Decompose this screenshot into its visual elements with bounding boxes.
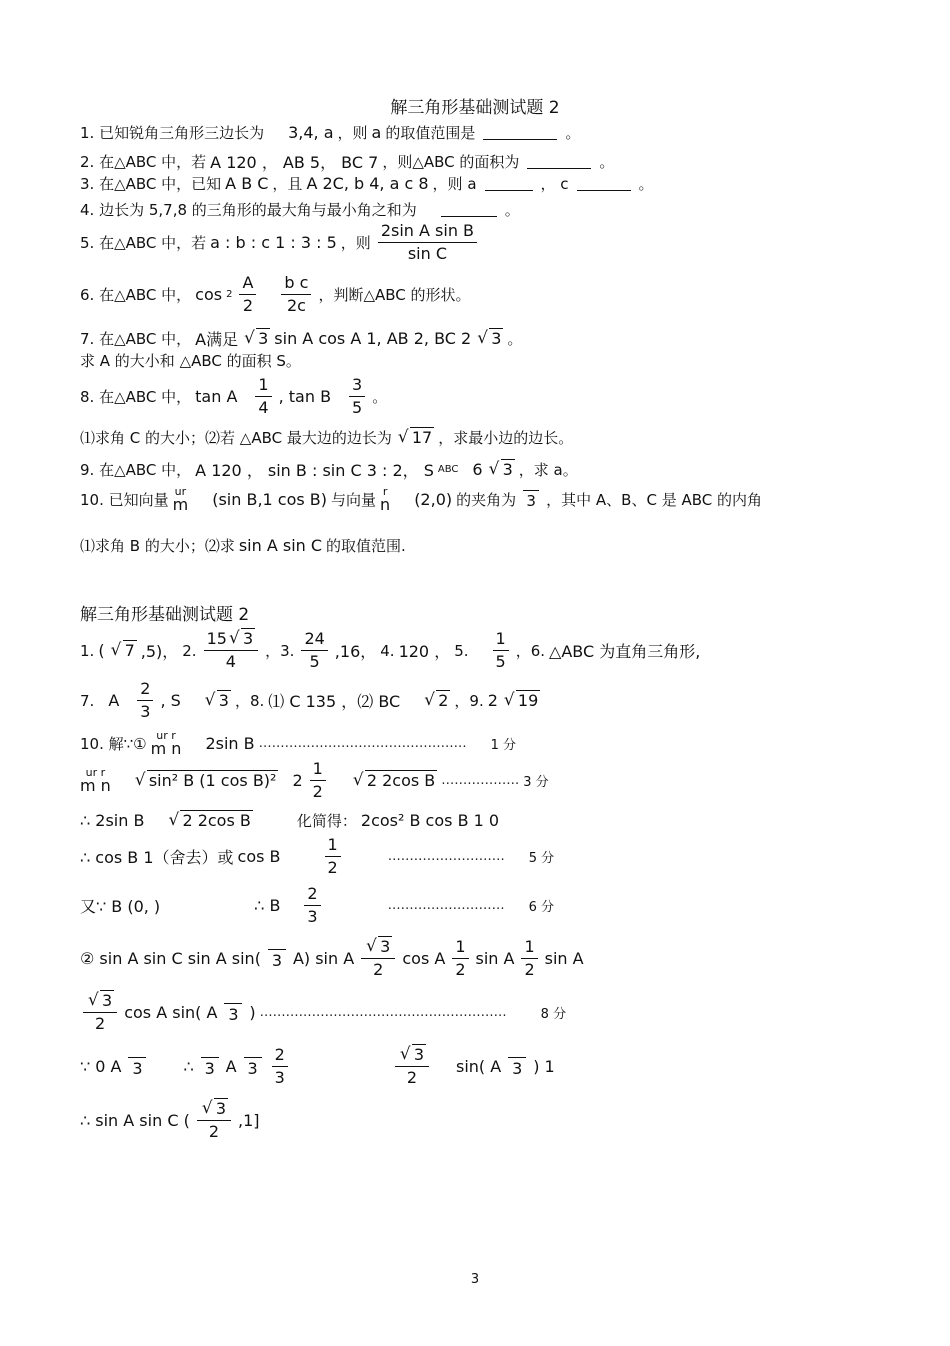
q8-frac1 <box>255 376 271 418</box>
q3-sep: ， c <box>540 175 569 193</box>
a10-frac3 <box>244 1055 262 1078</box>
q7-root2 <box>477 329 503 348</box>
question-2 <box>80 150 890 173</box>
answers-line-9 <box>80 992 890 1034</box>
q10-n: n <box>380 495 391 514</box>
q6-suffix: ，判断△ABC 的形状。 <box>318 286 471 305</box>
q5-denominator: sin C <box>407 244 447 264</box>
a11-frac-num <box>197 1100 231 1121</box>
a5-root <box>168 811 252 830</box>
a1-label: 1. <box>80 641 95 660</box>
q8-frac2 <box>349 376 365 418</box>
answers-line-11 <box>80 1100 890 1142</box>
question-6 <box>80 274 890 316</box>
a4-vec-arrow: ur r <box>85 766 106 780</box>
a6-text: ∴ cos B 1（舍去）或 <box>80 848 234 868</box>
q8-frac2-num: 3 <box>349 376 365 397</box>
a7-frac-den: 3 <box>307 907 318 927</box>
q1-sides: 3,4, a <box>288 123 334 142</box>
a8-t1: ② sin A sin C sin A sin( <box>80 949 261 969</box>
q8-frac1-den: 4 <box>258 398 269 418</box>
a2-label7: 7. <box>80 691 95 710</box>
answers-line-6 <box>80 836 890 878</box>
a5-mid: 化简得： <box>296 812 357 830</box>
q10-nval: (2,0) <box>414 490 453 509</box>
a2-root7-value: 3 <box>218 691 229 711</box>
a4-score: 3 分 <box>523 775 549 791</box>
a7-score: 6 分 <box>528 900 555 916</box>
a2-root9-value: 19 <box>517 691 539 711</box>
a1-n2-root <box>229 630 255 648</box>
page-number: 3 <box>470 1272 480 1287</box>
q7-root2-value: 3 <box>491 329 502 348</box>
q6-cos: cos <box>195 285 223 305</box>
a1-v6: △ABC 为直角三角形, <box>549 642 701 662</box>
a6-dots: ……………………… <box>387 849 505 865</box>
a8-frac2-den: 2 <box>373 960 384 980</box>
page-title: 解三角形基础测试题 2 <box>390 98 560 118</box>
a9-t1: cos A sin( A <box>124 1003 218 1023</box>
a9-frac1-num <box>83 992 117 1013</box>
a7-text: 又∵ B (0, ) <box>80 897 161 917</box>
a3-vec: m n <box>150 739 182 758</box>
q2-end: 。 <box>599 153 615 171</box>
answers-line-1 <box>80 630 890 672</box>
a7-frac-num: 2 <box>304 885 320 906</box>
q6-frac-den: 2 <box>242 296 254 316</box>
q5-cond: a : b : c 1 : 3 : 5 <box>210 233 337 253</box>
q6-prefix: 6. 在△ABC 中， <box>80 286 192 305</box>
q10-m-arrow: ur <box>174 485 187 498</box>
a6-frac <box>325 836 341 878</box>
a2-frac7 <box>137 680 153 722</box>
q8-frac2-den: 5 <box>352 398 363 418</box>
a1-frac2-num <box>204 630 259 651</box>
a8-root-value: 3 <box>380 937 391 956</box>
a1-label2: 2. <box>182 641 197 660</box>
a8-frac1 <box>268 947 286 970</box>
a5-eq: 2cos² B cos B 1 0 <box>360 811 500 830</box>
question-3 <box>80 173 890 194</box>
a10-frac5 <box>395 1046 429 1088</box>
q9-root-value: 3 <box>502 460 513 479</box>
a2-root9 <box>504 691 540 710</box>
a1-label6: ，6. <box>515 642 546 661</box>
a1-frac5-den: 5 <box>495 652 506 672</box>
a10-frac3-den: 3 <box>247 1059 258 1079</box>
q9-suffix: ，求 a。 <box>518 461 578 479</box>
a1-label4: 4. <box>380 641 395 660</box>
a2-v7a: A <box>108 691 120 711</box>
a4-frac-num: 1 <box>310 760 326 781</box>
a1-frac2-den: 4 <box>225 652 236 672</box>
a4-root-a-value: sin² B (1 cos B)² <box>148 771 277 791</box>
a4-vector <box>80 767 111 794</box>
q10-vector-n <box>380 486 390 513</box>
a9-frac1-den: 2 <box>95 1014 106 1034</box>
q3-cond2: A 2C, b 4, a c 8 <box>306 174 429 193</box>
a2-frac7-den: 3 <box>140 702 151 722</box>
a10-frac1 <box>128 1055 146 1078</box>
a8-frac2-num <box>361 938 395 959</box>
a8-t5: sin A <box>544 949 584 969</box>
a10-root-value: 3 <box>413 1045 424 1064</box>
a3-value: 2sin B <box>205 734 255 753</box>
question-4 <box>80 199 890 220</box>
q3-prefix: 3. 在△ABC 中，已知 <box>80 175 222 193</box>
q10-line2b: sin A sin C <box>238 536 323 555</box>
question-7-line2 <box>80 350 890 371</box>
a3-vector <box>151 730 182 757</box>
q2-cond: A 120 ， AB 5， BC 7 <box>210 153 379 172</box>
a8-t2: A) sin A <box>292 949 355 969</box>
q6-frac-num: A <box>239 274 256 295</box>
q9-cond: A 120 ， sin B : sin C 3 : 2， S <box>195 461 434 480</box>
q2-prefix: 2. 在△ABC 中，若 <box>80 153 207 171</box>
q1-prefix: 1. 已知锐角三角形三边长为 <box>80 124 265 142</box>
a10-root <box>400 1046 426 1064</box>
q10-mval: (sin B,1 cos B) <box>212 490 328 509</box>
a10-frac2 <box>201 1055 219 1078</box>
a2-root8-value: 2 <box>438 691 449 711</box>
q7-end: 。 <box>507 330 523 348</box>
q1-end: 。 <box>565 124 581 142</box>
q3-end: 。 <box>638 175 654 193</box>
q8-tanA: tan A <box>195 387 238 407</box>
a10-t4: sin( A <box>456 1057 502 1077</box>
q5-mid: ，则 <box>340 234 371 253</box>
a1-n2-root-value: 3 <box>242 629 254 648</box>
a2-v7b: , S <box>160 691 181 711</box>
a4-root-b-value: 2 2cos B <box>366 771 436 791</box>
q6-fraction-b <box>281 274 311 316</box>
q10-m: m <box>172 495 189 514</box>
answers-line-8 <box>80 938 890 980</box>
q10-angle-text: 的夹角为 <box>456 491 517 509</box>
a3-text: 10. 解∵① <box>80 735 147 753</box>
q1-suffix: 的取值范围是 <box>385 124 476 142</box>
a1-val1b: ,5)， <box>140 642 179 662</box>
q3-blank-a <box>485 176 533 191</box>
a2-frac7-num: 2 <box>137 680 153 701</box>
q10-angle-frac <box>523 488 539 510</box>
q7-line2: 求 A 的大小和 △ABC 的面积 S。 <box>80 352 301 370</box>
a6-frac-den: 2 <box>327 858 338 878</box>
a6-frac-num: 1 <box>325 836 341 857</box>
a4-vec: m n <box>80 776 111 796</box>
q4-text: 4. 边长为 5,7,8 的三角形的最大角与最小角之和为 <box>80 201 417 219</box>
a1-n2a: 15 <box>206 629 227 648</box>
a6-cos: cos B <box>237 847 281 867</box>
a3-score: 1 分 <box>490 738 517 753</box>
q9-sub: ABC <box>437 464 459 475</box>
q1-blank <box>483 125 557 140</box>
q7-cond-b: sin A cos A 1, AB 2, BC 2 <box>274 329 472 348</box>
q10-vector-m <box>173 486 189 513</box>
a3-vec-arrow: ur r <box>156 729 176 742</box>
q6-frac2-den: 2c <box>286 296 306 316</box>
a2-root7 <box>205 691 231 710</box>
q2-blank <box>527 154 591 169</box>
a8-frac3 <box>452 938 468 980</box>
question-9 <box>80 458 890 481</box>
a2-v8: ⑴ C 135 ，⑵ BC <box>268 692 401 712</box>
q7-root-value: 3 <box>258 329 269 348</box>
q10-prefix: 10. 已知向量 <box>80 491 169 509</box>
question-10-line2 <box>80 535 890 556</box>
a10-t1: ∵ 0 A <box>80 1057 122 1077</box>
a9-score: 8 分 <box>540 1007 567 1023</box>
q6-frac2-num: b c <box>281 274 311 295</box>
question-10 <box>80 486 890 513</box>
answers-title: 解三角形基础测试题 2 <box>80 605 250 625</box>
a7-dots: ……………………… <box>387 898 505 914</box>
a3-dots: ………………………………………… <box>258 736 467 751</box>
answers-line-5 <box>80 810 890 831</box>
q3-blank-c <box>577 176 631 191</box>
answers-line-10 <box>80 1046 890 1088</box>
a1-frac2 <box>204 630 259 672</box>
q8-line2a: ⑴求角 C 的大小；⑵若 △ABC 最大边的边长为 <box>80 429 392 447</box>
a4-dots: ……………… <box>441 773 520 789</box>
a9-root-value: 3 <box>102 991 113 1010</box>
a10-frac5-num <box>395 1046 429 1067</box>
a9-frac1 <box>83 992 117 1034</box>
q6-exp: 2 <box>226 289 233 301</box>
a11-t1: ∴ sin A sin C ( <box>80 1111 190 1131</box>
q10-n-arrow: r <box>382 485 388 498</box>
answers-line-7 <box>80 885 890 927</box>
q5-prefix: 5. 在△ABC 中，若 <box>80 234 207 253</box>
a1-frac3 <box>301 630 327 672</box>
q7-cond-a: A满足 <box>195 330 239 349</box>
a10-frac5-den: 2 <box>406 1068 417 1088</box>
question-5 <box>80 222 890 264</box>
a10-frac6 <box>508 1055 526 1078</box>
q6-fraction-a <box>239 274 256 316</box>
a8-frac4 <box>521 938 537 980</box>
a8-frac1-den: 3 <box>271 951 283 971</box>
q10-line2c: 的取值范围. <box>326 537 406 555</box>
q10-mid: 与向量 <box>331 491 377 509</box>
a8-frac2 <box>361 938 395 980</box>
q9-val: 6 <box>472 460 483 479</box>
answers-line-3 <box>80 730 890 757</box>
a11-t2: ,1] <box>238 1111 260 1131</box>
a9-frac2-den: 3 <box>228 1005 239 1025</box>
a10-frac4-den: 3 <box>274 1068 285 1088</box>
q9-root <box>489 460 515 479</box>
a5-text: ∴ 2sin B <box>80 811 145 830</box>
q3-mid: ，且 <box>272 175 303 193</box>
a9-root <box>88 992 114 1010</box>
q8-root-value: 17 <box>411 428 433 447</box>
a4-frac-den: 2 <box>312 782 323 802</box>
a7-frac <box>304 885 320 927</box>
a2-root8 <box>424 691 450 710</box>
a1-val1: ( <box>98 641 105 661</box>
q10-angle-den: 3 <box>526 492 536 511</box>
a1-frac5-num: 1 <box>493 630 509 651</box>
a2-label9: ，9. <box>454 692 484 711</box>
q2-mid: ，则△ABC 的面积为 <box>382 153 520 171</box>
a1-label3: ，3. <box>265 642 295 661</box>
q8-prefix: 8. 在△ABC 中， <box>80 388 192 407</box>
a10-t2: ∴ <box>183 1057 194 1077</box>
a8-t4: sin A <box>475 949 515 969</box>
a1-label5: 5. <box>454 641 469 660</box>
a4-v2: 2 <box>292 771 303 791</box>
a11-root-value: 3 <box>215 1099 226 1118</box>
answers-line-2 <box>80 680 890 722</box>
a11-frac-den: 2 <box>208 1122 219 1142</box>
q9-prefix: 9. 在△ABC 中， <box>80 461 192 479</box>
a2-v9: 2 <box>487 691 498 711</box>
q8-root <box>398 428 434 447</box>
a8-frac3-den: 2 <box>455 960 466 980</box>
a10-t5: ) 1 <box>533 1057 555 1077</box>
a1-frac5 <box>493 630 509 672</box>
q4-blank <box>441 202 497 217</box>
a11-frac <box>197 1100 231 1142</box>
a1-root1 <box>111 641 137 660</box>
a8-t3: cos A <box>402 949 446 969</box>
q10-line2a: ⑴求角 B 的大小；⑵求 <box>80 537 235 555</box>
a10-frac4 <box>272 1046 288 1088</box>
q5-fraction <box>378 222 477 264</box>
q7-root <box>244 329 270 348</box>
a4-frac <box>310 760 326 802</box>
q8-line2b: ，求最小边的边长。 <box>438 429 574 447</box>
q1-var: a <box>371 123 382 142</box>
a7-therefore: ∴ B <box>254 896 281 916</box>
q8-frac1-num: 1 <box>255 376 271 397</box>
a10-frac6-den: 3 <box>512 1059 523 1079</box>
a10-frac4-num: 2 <box>272 1046 288 1067</box>
a10-frac2-den: 3 <box>204 1059 215 1079</box>
question-8 <box>80 376 890 418</box>
a8-frac4-num: 1 <box>521 938 537 959</box>
q5-numerator: 2sin A sin B <box>378 222 477 243</box>
a9-frac2 <box>224 1001 242 1024</box>
a1-v4: 120 ， <box>398 642 451 662</box>
a9-dots: ………………………………………………… <box>259 1005 507 1021</box>
a4-root-b <box>353 771 437 790</box>
answers-line-4 <box>80 760 890 802</box>
a10-t3: A <box>225 1057 237 1077</box>
a1-frac3-num: 24 <box>301 630 327 651</box>
q8-end: 。 <box>372 388 388 407</box>
a1-v3: ,16， <box>334 642 377 662</box>
a4-root-a <box>135 771 279 790</box>
a6-score: 5 分 <box>528 851 555 867</box>
a9-t2: ) <box>249 1003 256 1023</box>
a10-frac1-den: 3 <box>132 1059 143 1079</box>
q3-ask: ，则 a <box>432 175 477 193</box>
a2-label8: ，8. <box>234 692 265 711</box>
question-1 <box>80 122 890 143</box>
q8-tanB: , tan B <box>278 387 332 407</box>
a8-frac3-num: 1 <box>452 938 468 959</box>
a8-root <box>366 938 392 956</box>
q10-suffix: ，其中 A、B、C 是 ABC 的内角 <box>546 491 763 509</box>
a1-frac3-den: 5 <box>309 652 320 672</box>
a8-frac4-den: 2 <box>524 960 535 980</box>
question-8-line2 <box>80 427 890 448</box>
q4-end: 。 <box>504 201 520 219</box>
question-7 <box>80 327 890 350</box>
q7-prefix: 7. 在△ABC 中， <box>80 330 192 348</box>
a1-root1-value: 7 <box>124 641 135 661</box>
q3-cond: A B C <box>225 174 269 193</box>
a11-root <box>202 1100 228 1118</box>
q1-mid: ，则 <box>337 124 368 142</box>
a5-root-value: 2 2cos B <box>182 811 251 830</box>
